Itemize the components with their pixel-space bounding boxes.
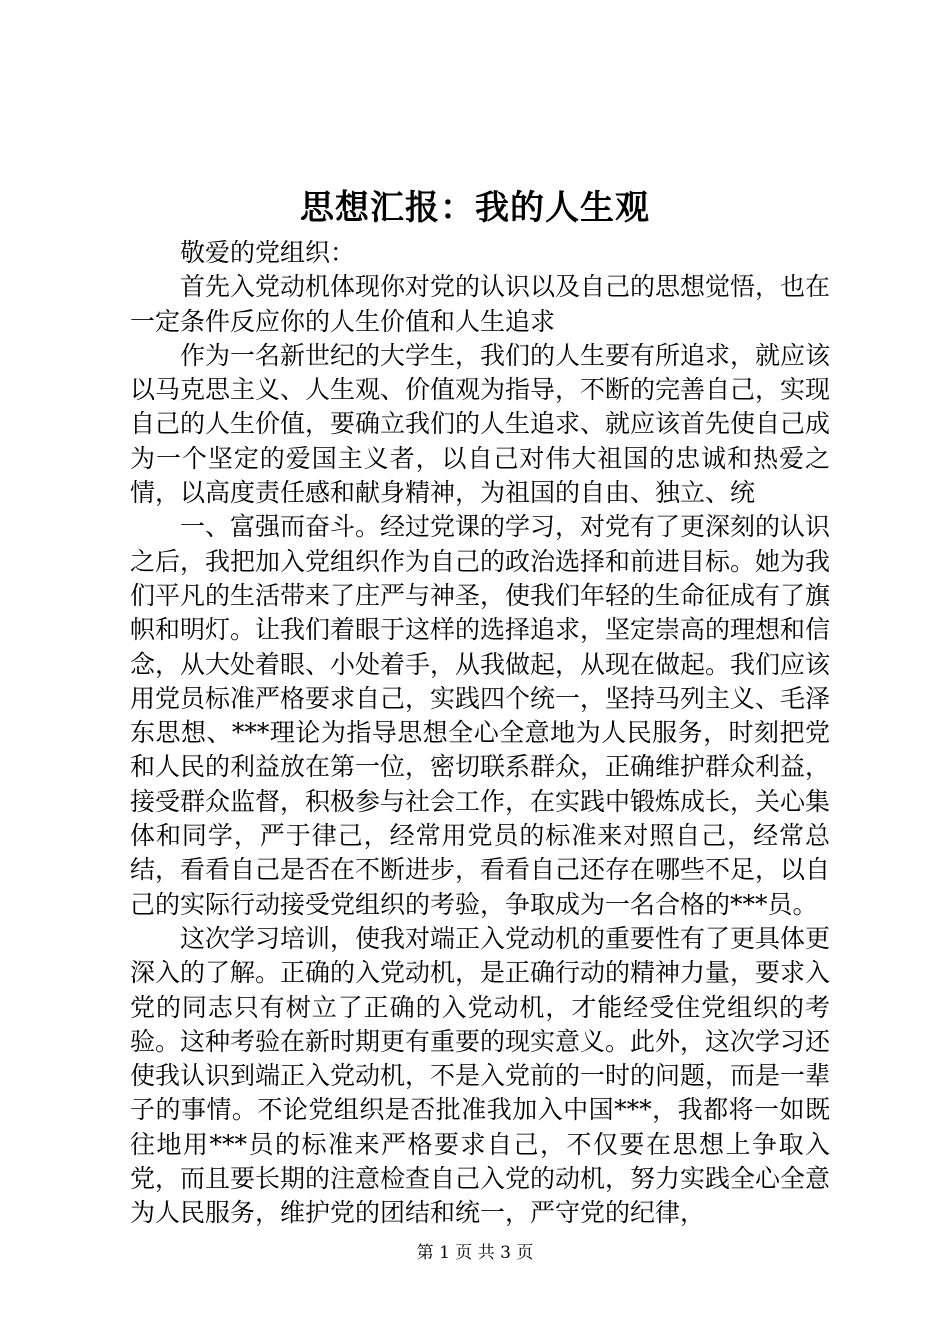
paragraph-2: 作为一名新世纪的大学生，我们的人生要有所追求，就应该以马克思主义、人生观、价值观为指导，不断的完善自己，实现自己的人生价值，要确立我们的人生追求、就应该首先使自己成为一个坚定的爱国主义者，以自己对伟大祖国的忠诚和热爱之情，以高度责任感和献身精神，为祖国的自由、独立、统	[130, 340, 831, 508]
paragraph-4: 这次学习培训，使我对端正入党动机的重要性有了更具体更深入的了解。正确的入党动机，是正确行动的精神力量，要求入党的同志只有树立了正确的入党动机，才能经受住党组织的考验。这种考验在新时期更有重要的现实意义。此外，这次学习还使我认识到端正入党动机，不是入党前的一时的问题，而是一辈子的事情。不论党组织是否批准我加入中国***，我都将一如既往地用***员的标准来严格要求自己，不仅要在思想上争取入党，而且要长期的注意检查自己入党的动机，努力实践全心全意为人民服务，维护党的团结和统一，严守党的纪律，	[130, 923, 831, 1228]
paragraph-1: 首先入党动机体现你对党的认识以及自己的思想觉悟，也在一定条件反应你的人生价值和人生追求	[130, 272, 831, 336]
document-body	[130, 236, 830, 1231]
salutation: 敬爱的党组织：	[180, 238, 356, 267]
page-number-footer: 第 1 页 共 3 页	[416, 1243, 534, 1263]
document-title: 思想汇报：我的人生观	[300, 188, 650, 228]
paragraph-3: 一、富强而奋斗。经过党课的学习，对党有了更深刻的认识之后，我把加入党组织作为自己的政治选择和前进目标。她为我们平凡的生活带来了庄严与神圣，使我们年轻的生命征成有了旗帜和明灯。让我们着眼于这样的选择追求，坚定崇高的理想和信念，从大处着眼、小处着手，从我做起，从现在做起。我们应该用党员标准严格要求自己，实践四个统一，坚持马列主义、毛泽东思想、***理论为指导思想全心全意地为人民服务，时刻把党和人民的利益放在第一位，密切联系群众，正确维护群众利益，接受群众监督，积极参与社会工作，在实践中锻炼成长，关心集体和同学，严于律己，经常用党员的标准来对照自己，经常总结，看看自己是否在不断进步，看看自己还存在哪些不足，以自己的实际行动接受党组织的考验，争取成为一名合格的***员。	[130, 512, 831, 919]
